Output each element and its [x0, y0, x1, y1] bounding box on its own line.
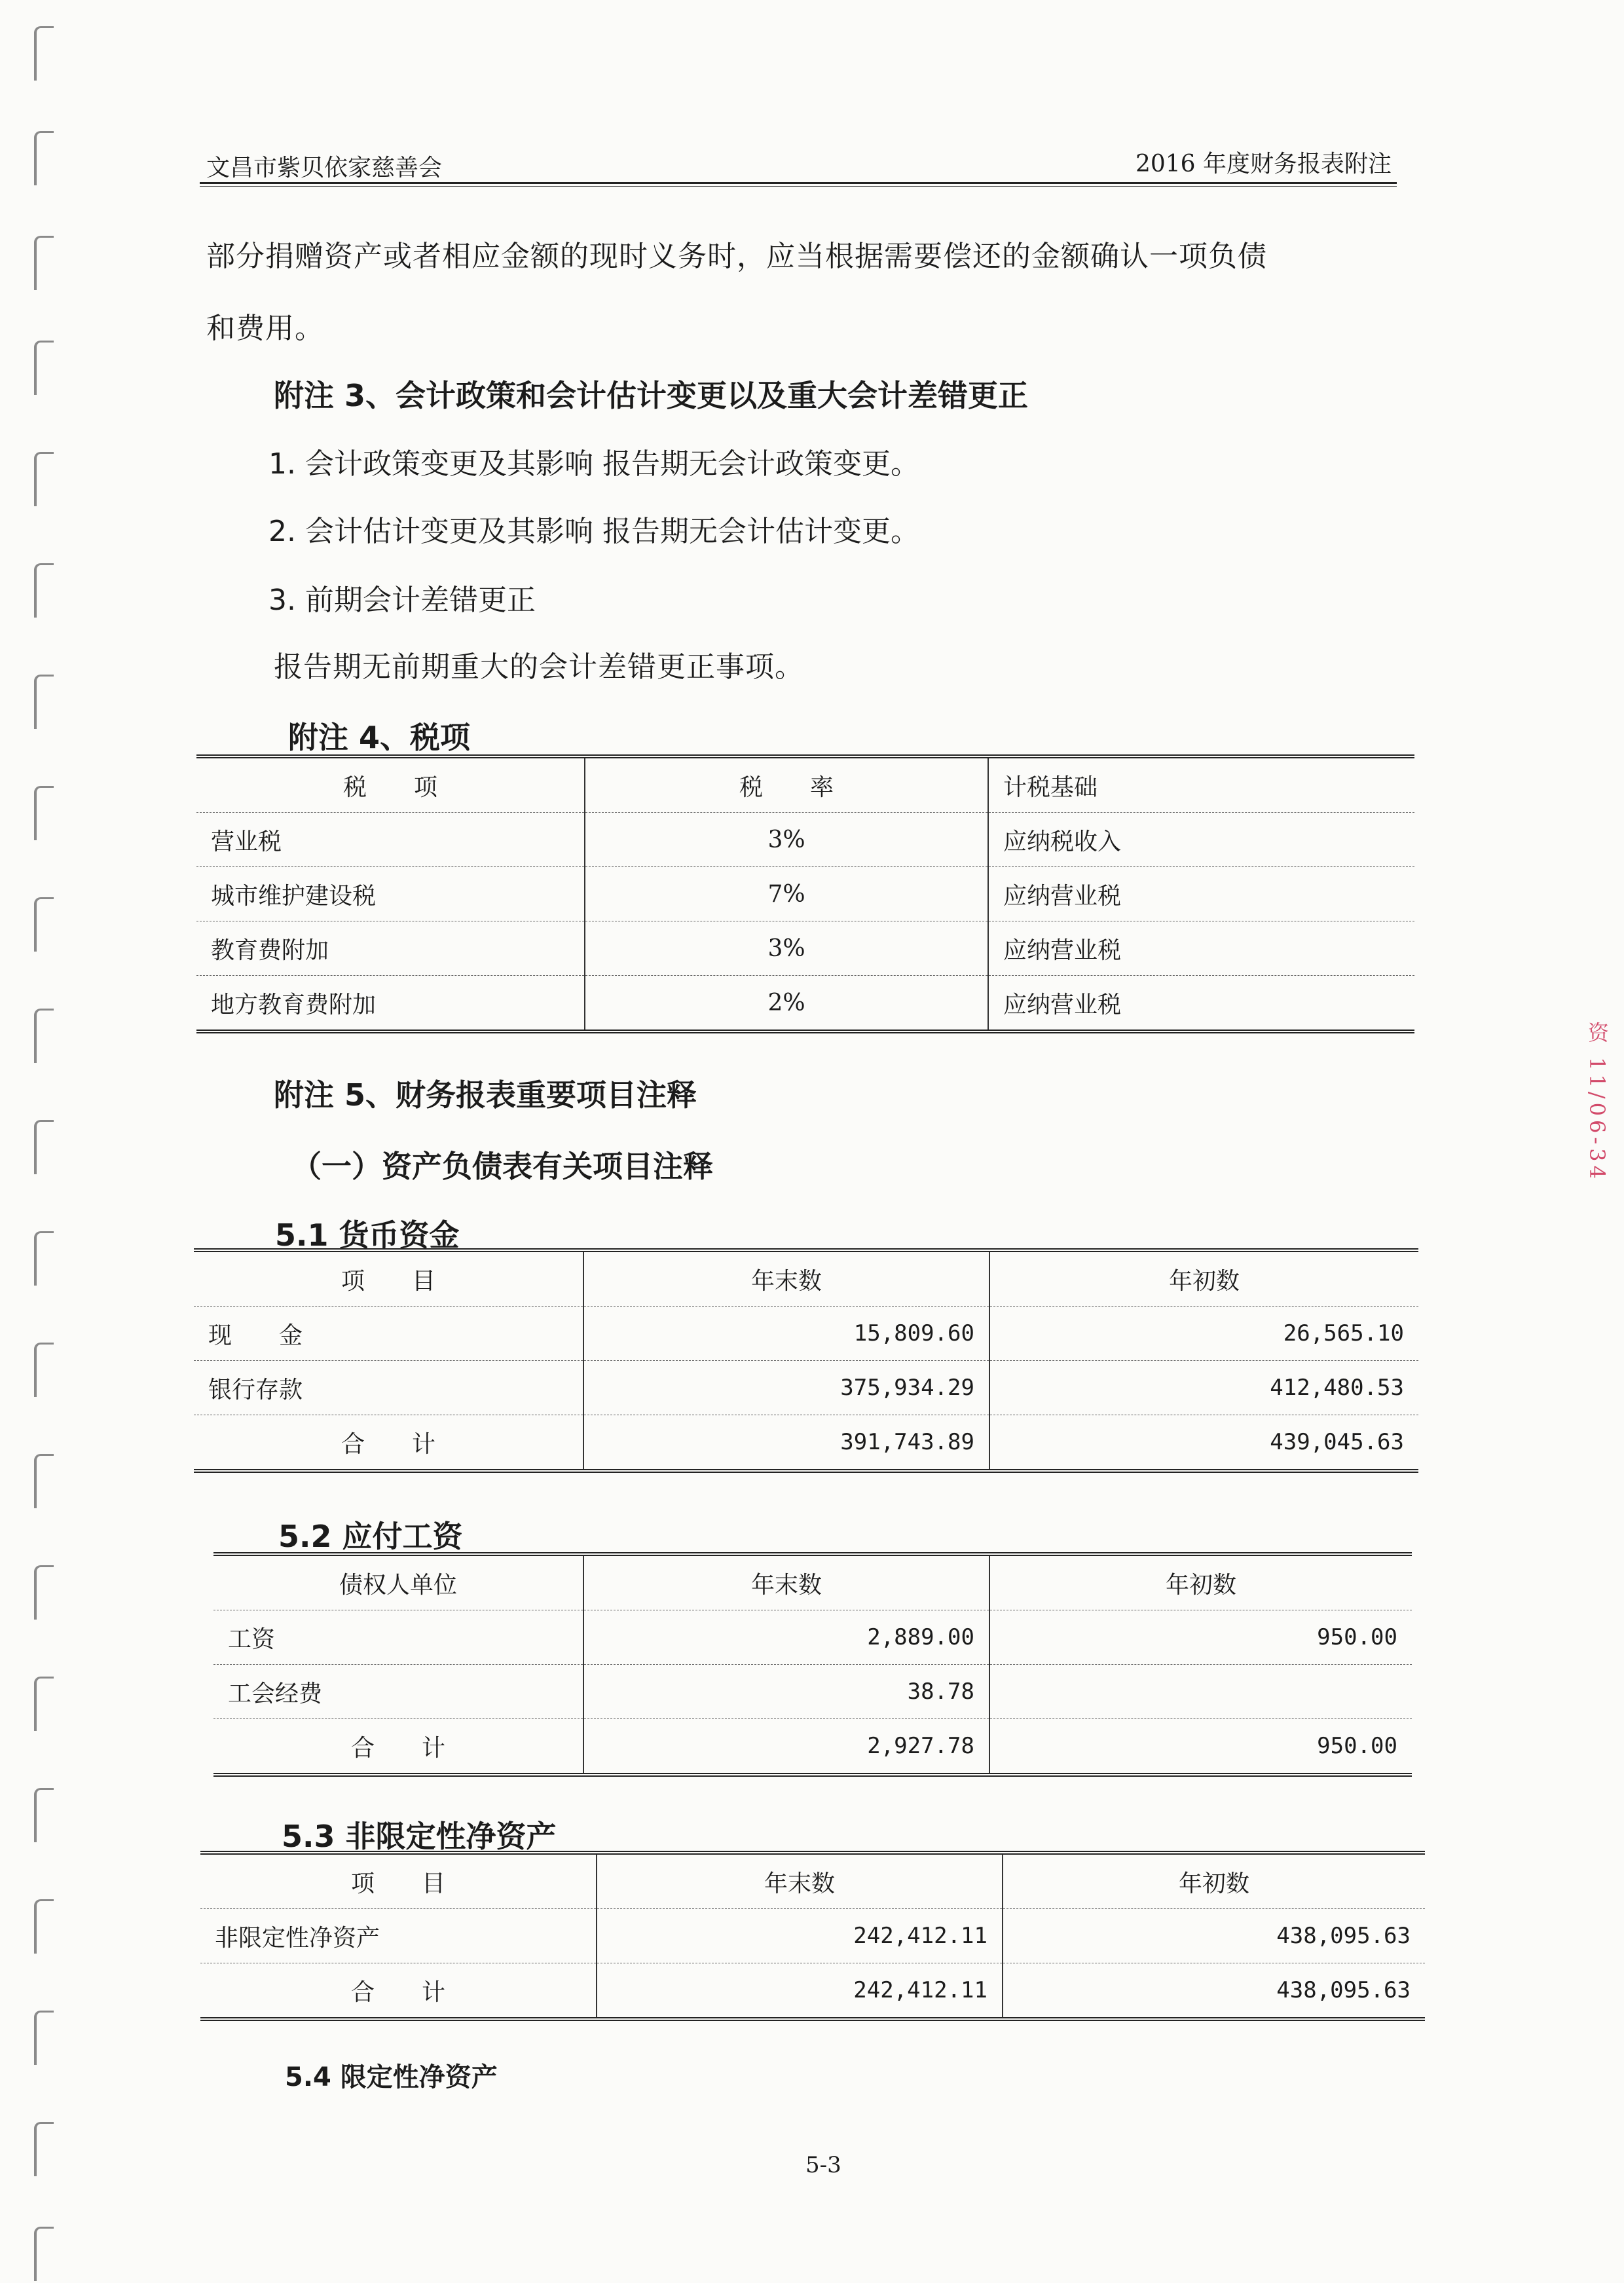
header-title: 2016 年度财务报表附注 [1135, 151, 1392, 177]
col-header: 税 项 [196, 756, 585, 813]
header-rule [200, 186, 1397, 187]
note5-heading: 附注 5、财务报表重要项目注释 [274, 1077, 697, 1113]
binding-hole [34, 26, 54, 81]
binding-hole [34, 2122, 54, 2176]
col-header: 年初数 [989, 1250, 1418, 1307]
binding-hole [34, 2011, 54, 2065]
payable-wages-table [213, 1552, 1412, 1777]
binding-hole [34, 1454, 54, 1508]
tax-basis: 应纳营业税 [988, 921, 1414, 976]
binding-hole [34, 897, 54, 952]
table-row-total [200, 1963, 1425, 2020]
table-row [194, 1361, 1418, 1415]
binding-hole [34, 1899, 54, 1954]
tax-basis: 应纳营业税 [988, 867, 1414, 921]
binding-hole [34, 131, 54, 185]
tax-rate: 7% [585, 867, 988, 921]
binding-hole [34, 1343, 54, 1397]
tax-rate: 3% [585, 921, 988, 976]
table-header-row [194, 1250, 1418, 1307]
col-header: 项 目 [200, 1853, 597, 1909]
tax-name: 地方教育费附加 [211, 991, 377, 1018]
table-row [213, 1610, 1412, 1665]
col-header: 债权人单位 [213, 1554, 583, 1610]
col-header: 年末数 [597, 1853, 1003, 1909]
tax-table [196, 754, 1414, 1033]
note5-subheading: （一）资产负债表有关项目注释 [291, 1149, 713, 1184]
binding-hole [34, 675, 54, 729]
col-header: 年初数 [989, 1554, 1412, 1610]
table-header-row [213, 1554, 1412, 1610]
year-end-value: 2,889.00 [583, 1610, 989, 1665]
intro-line-2: 和费用。 [206, 312, 324, 345]
year-begin-value: 438,095.63 [1003, 1963, 1425, 2020]
col-header: 税 率 [585, 756, 988, 813]
binding-hole [34, 1231, 54, 1286]
year-end-value: 38.78 [583, 1665, 989, 1719]
row-label: 工会经费 [213, 1665, 583, 1719]
note3-heading: 附注 3、会计政策和会计估计变更以及重大会计差错更正 [274, 378, 1029, 413]
header-rule [200, 182, 1397, 184]
year-begin-value: 439,045.63 [989, 1415, 1418, 1472]
year-end-value: 2,927.78 [583, 1719, 989, 1775]
year-end-value: 242,412.11 [597, 1909, 1003, 1963]
binding-hole [34, 1120, 54, 1174]
t54-heading: 5.4 限定性净资产 [285, 2062, 498, 2092]
row-label: 合 计 [350, 1978, 445, 2006]
table-row-total [213, 1719, 1412, 1775]
binding-hole [34, 452, 54, 506]
table-row-total [194, 1415, 1418, 1472]
header-org: 文昌市紫贝依家慈善会 [206, 155, 443, 181]
binding-hole [34, 786, 54, 840]
note3-remark: 报告期无前期重大的会计差错更正事项。 [274, 650, 804, 684]
col-header: 计税基础 [988, 756, 1414, 813]
table-row [196, 976, 1414, 1032]
note3-item-1: 1. 会计政策变更及其影响 报告期无会计政策变更。 [268, 447, 919, 481]
table-header-row [200, 1853, 1425, 1909]
t53-heading: 5.3 非限定性净资产 [282, 1819, 557, 1854]
table-row [200, 1909, 1425, 1963]
t51-heading: 5.1 货币资金 [275, 1217, 460, 1253]
year-end-value: 375,934.29 [583, 1361, 989, 1415]
tax-rate: 3% [585, 813, 988, 867]
row-label: 银行存款 [194, 1361, 583, 1415]
year-begin-value: 950.00 [989, 1610, 1412, 1665]
tax-name: 营业税 [196, 813, 585, 867]
intro-line-1: 部分捐赠资产或者相应金额的现时义务时，应当根据需要偿还的金额确认一项负债 [206, 240, 1267, 273]
year-begin-value [989, 1665, 1412, 1719]
binding-hole [34, 1565, 54, 1620]
row-label: 合 计 [350, 1734, 445, 1762]
row-label: 工资 [213, 1610, 583, 1665]
binding-hole [34, 1788, 54, 1842]
note3-item-2: 2. 会计估计变更及其影响 报告期无会计估计变更。 [268, 515, 919, 548]
year-begin-value: 950.00 [989, 1719, 1412, 1775]
binding-hole [34, 1677, 54, 1731]
binding-hole [34, 341, 54, 395]
t52-heading: 5.2 应付工资 [278, 1519, 463, 1554]
binding-hole [34, 236, 54, 290]
row-label: 现 金 [194, 1307, 583, 1361]
tax-rate: 2% [585, 976, 988, 1032]
page-number: 5-3 [805, 2152, 841, 2178]
year-end-value: 242,412.11 [597, 1963, 1003, 2020]
tax-basis: 应纳税收入 [988, 813, 1414, 867]
unrestricted-net-assets-table [200, 1851, 1425, 2021]
col-header: 年末数 [583, 1554, 989, 1610]
seam-stamp: 资 11/06-34 [1585, 1022, 1610, 1183]
table-row [194, 1307, 1418, 1361]
binding-hole [34, 1009, 54, 1063]
year-end-value: 391,743.89 [583, 1415, 989, 1472]
cash-table [194, 1248, 1418, 1473]
note3-item-3: 3. 前期会计差错更正 [268, 584, 536, 617]
row-label: 合 计 [341, 1430, 435, 1458]
binding-hole [34, 563, 54, 618]
tax-name: 城市维护建设税 [196, 867, 585, 921]
year-begin-value: 412,480.53 [989, 1361, 1418, 1415]
table-row [196, 813, 1414, 867]
note4-heading: 附注 4、税项 [288, 720, 471, 755]
year-end-value: 15,809.60 [583, 1307, 989, 1361]
col-header: 年初数 [1003, 1853, 1425, 1909]
table-row [196, 921, 1414, 976]
tax-basis: 应纳营业税 [988, 976, 1414, 1032]
col-header: 项 目 [194, 1250, 583, 1307]
table-header-row [196, 756, 1414, 813]
table-row [196, 867, 1414, 921]
year-begin-value: 438,095.63 [1003, 1909, 1425, 1963]
tax-name: 教育费附加 [196, 921, 585, 976]
table-row [213, 1665, 1412, 1719]
row-label: 非限定性净资产 [200, 1909, 597, 1963]
year-begin-value: 26,565.10 [989, 1307, 1418, 1361]
col-header: 年末数 [583, 1250, 989, 1307]
binding-hole [34, 2227, 54, 2281]
